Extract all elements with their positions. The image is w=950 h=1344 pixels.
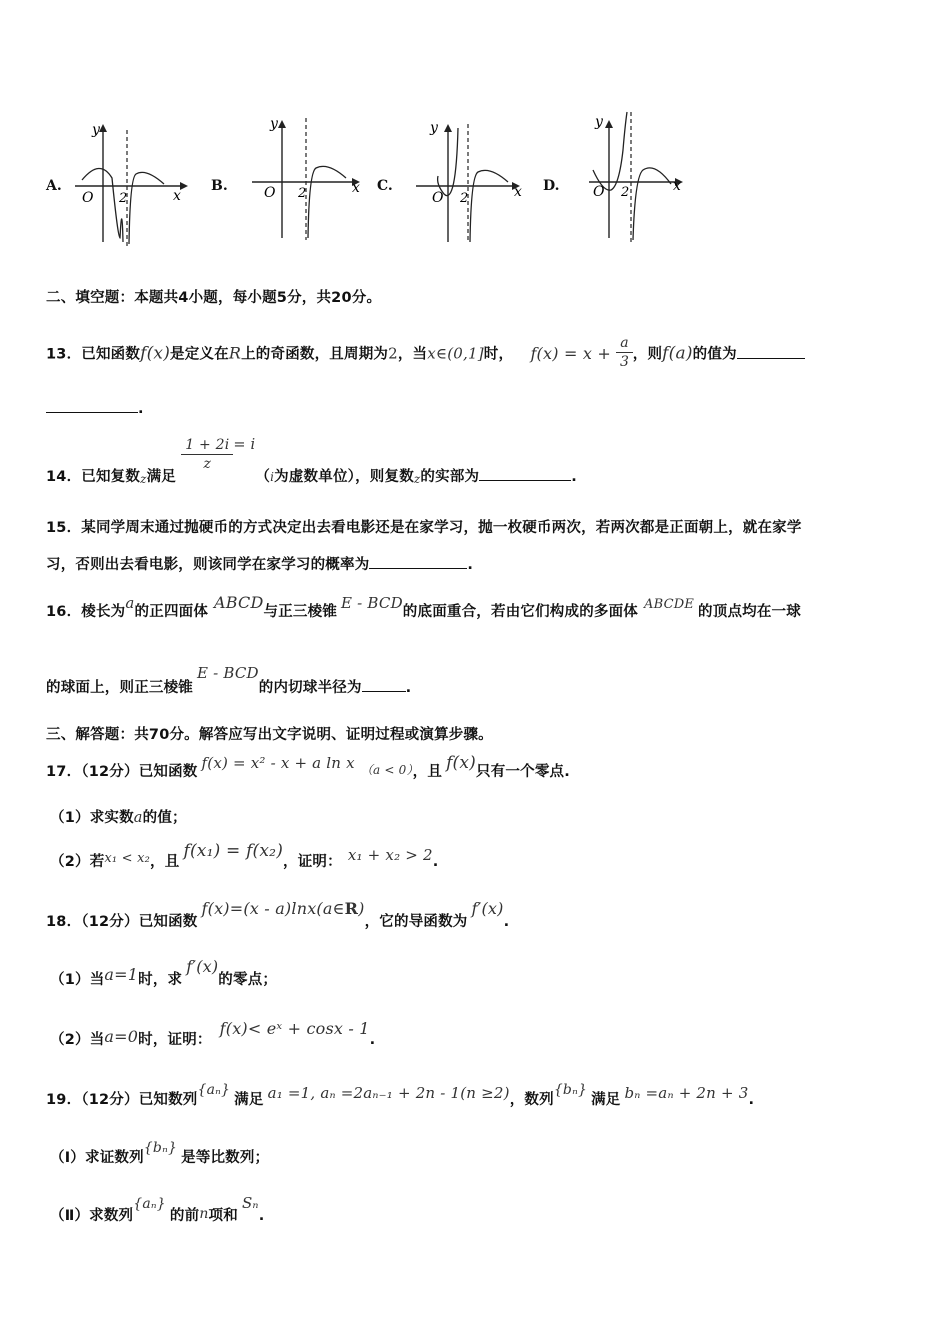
- q15-answer-blank[interactable]: [369, 554, 467, 569]
- q13-continuation: [46, 398, 144, 417]
- q18-p2-ineq: f(x)< eˣ + cosx - 1: [219, 1019, 370, 1038]
- q18-number: 18．（12分）已知函数: [46, 914, 198, 930]
- q15-end: .: [467, 557, 474, 573]
- q19-t2: ，数列: [509, 1092, 554, 1108]
- q13-t5: ，则: [632, 346, 663, 363]
- q18-p1-deriv: f′(x): [186, 957, 219, 976]
- q16-t2: 与正三棱锥: [263, 604, 338, 620]
- option-a-label: A.: [46, 178, 62, 194]
- q18-p1: （1）当: [50, 972, 105, 988]
- option-a-y-label: y: [92, 122, 100, 138]
- option-d-y-label: y: [595, 114, 603, 130]
- q13-t2: 上的奇函数，且周期为: [241, 346, 389, 363]
- q16-abcde: ABCDE: [644, 597, 695, 612]
- question-14: [46, 430, 577, 486]
- option-d-origin: O: [593, 184, 605, 200]
- q16-a: a: [125, 594, 135, 612]
- q18-p1b: 时，求: [138, 972, 183, 988]
- q18-part-2: [50, 1018, 376, 1048]
- q19-p2: （Ⅱ）求数列: [50, 1208, 134, 1224]
- q17-p1b: 的值；: [142, 810, 187, 826]
- q16-line2b: 的内切球半径为: [258, 680, 362, 696]
- option-c-label: C.: [377, 178, 393, 194]
- section-3-heading: 三、解答题：共70分。解答应写出文字说明、证明过程或演算步骤。: [46, 727, 493, 743]
- q19-p1b: 是等比数列；: [181, 1150, 270, 1166]
- q13-t6: 的值为: [692, 346, 737, 363]
- option-c-tick: 2: [460, 191, 469, 206]
- q13-fraction: [616, 334, 633, 371]
- q16-ebcd-2: E - BCD: [197, 664, 259, 682]
- q19-bdef: bₙ =aₙ + 2n + 3: [624, 1084, 749, 1102]
- q18-p2-cond: a=0: [104, 1027, 139, 1046]
- q19-p2b: 的前: [169, 1208, 200, 1224]
- q19-bn: {bₙ}: [553, 1082, 588, 1098]
- q16-answer-blank[interactable]: [362, 677, 406, 692]
- q15-line-1: 15．某同学周末通过抛硬币的方式决定出去看电影还是在家学习，抛一枚硬币两次，若两次都是正面朝上，就在家学: [46, 520, 802, 536]
- question-19: [46, 1078, 755, 1108]
- q16-t4: 的顶点均在一球: [698, 604, 801, 620]
- q18-part-1: [50, 956, 278, 988]
- q19-end: .: [748, 1092, 755, 1108]
- q17-part-1: [50, 806, 187, 827]
- option-b-y-label: y: [270, 116, 278, 132]
- graph-a: [70, 118, 195, 248]
- q16-number: 16．棱长为: [46, 604, 126, 620]
- q17-p2c: ，证明：: [283, 854, 342, 870]
- q14-z: z: [140, 471, 147, 486]
- q17-p2-proof: x₁ + x₂ > 2: [347, 846, 433, 864]
- q13-number: 13．已知函数: [46, 346, 141, 363]
- q13-frac-den: 3: [619, 354, 630, 370]
- q13-t3: ，当: [397, 346, 428, 363]
- q17-formula: f(x) = x² - x + a ln x: [201, 754, 355, 772]
- q17-p2-eq: f(x₁) = f(x₂): [183, 841, 284, 861]
- q18-formula: f(x)=(x - a)lnx(a∈: [201, 899, 345, 918]
- q13-t1: 是定义在: [170, 346, 229, 363]
- q19-p2-an: {aₙ}: [133, 1196, 166, 1212]
- graph-c: [412, 116, 527, 246]
- q13-formula-lhs: f(x) = x +: [530, 343, 611, 363]
- option-c-origin: O: [432, 190, 444, 206]
- q18-p1c: 的零点；: [218, 972, 278, 988]
- q19-an: {aₙ}: [197, 1082, 231, 1098]
- q18-p2-end: .: [369, 1032, 376, 1048]
- q14-number: 14．已知复数: [46, 468, 141, 485]
- option-b-origin: O: [264, 185, 276, 201]
- section-2-heading: 二、填空题：本题共4小题，每小题5分，共20分。: [46, 290, 382, 306]
- q17-p1: （1）求实数: [50, 810, 134, 826]
- q15-line-2-text: 习，否则出去看电影，则该同学在家学习的概率为: [46, 557, 370, 573]
- question-17: [46, 752, 570, 780]
- q14-t4: 的实部为: [420, 468, 480, 485]
- option-d-x-label: x: [673, 178, 681, 194]
- option-b-label: B.: [211, 178, 228, 194]
- q14-z-2: z: [413, 471, 421, 486]
- q16-ebcd: E - BCD: [341, 594, 403, 612]
- option-b-tick: 2: [298, 186, 307, 201]
- q18-deriv: f′(x): [471, 899, 504, 918]
- q17-p2-end: .: [432, 854, 439, 870]
- q16-line-2: [46, 662, 412, 696]
- q13-t4: 时，: [483, 346, 514, 363]
- q14-fraction: [181, 436, 233, 473]
- q19-part-2: [50, 1192, 265, 1224]
- q15-line-2: [46, 553, 473, 574]
- option-c-y-label: y: [430, 120, 438, 136]
- q13-answer-blank[interactable]: [737, 344, 805, 359]
- option-b-x-label: x: [352, 180, 360, 196]
- q14-t3: 为虚数单位），则复数: [274, 468, 414, 485]
- q19-t3: 满足: [591, 1092, 621, 1108]
- q16-t3: 的底面重合，若由它们构成的多面体: [402, 604, 638, 620]
- q18-p2: （2）当: [50, 1032, 105, 1048]
- option-c-x-label: x: [514, 184, 522, 200]
- question-18: [46, 898, 510, 930]
- q13-period: 2: [388, 344, 398, 363]
- q13-end: .: [138, 401, 144, 417]
- q19-p1: （Ⅰ）求证数列: [50, 1150, 144, 1166]
- q16-line2a: 的球面上，则正三棱锥: [46, 680, 193, 696]
- q19-sn: Sₙ: [241, 1194, 259, 1212]
- q19-recurrence: a₁ =1, aₙ =2aₙ₋₁ + 2n - 1(n ≥2): [267, 1084, 510, 1102]
- q17-t2: 只有一个零点.: [476, 764, 570, 780]
- q13-interval: x∈(0,1]: [427, 344, 484, 363]
- q14-answer-blank[interactable]: [479, 466, 571, 481]
- q17-p2: （2）若: [50, 854, 105, 870]
- q19-p2-end: .: [258, 1208, 265, 1224]
- q14-eq: = i: [233, 436, 256, 453]
- q19-n: n: [199, 1206, 209, 1222]
- option-a-tick: 2: [119, 191, 128, 206]
- q19-p1-bn: {bₙ}: [143, 1140, 178, 1156]
- graph-d: [583, 106, 693, 246]
- question-13: [46, 336, 805, 373]
- q17-condition: （a < 0）: [360, 763, 413, 777]
- q13-frac-num: a: [616, 334, 633, 353]
- q18-p1-cond: a=1: [104, 965, 139, 984]
- q16-end: .: [405, 680, 412, 696]
- option-a-x-label: x: [173, 188, 181, 204]
- q13-fx: f(x): [140, 343, 171, 364]
- graph-b: [248, 112, 368, 242]
- q18-end: .: [503, 914, 510, 930]
- q19-number: 19．（12分）已知数列: [46, 1092, 198, 1108]
- q17-number: 17．（12分）已知函数: [46, 764, 198, 780]
- q17-p1-a: a: [133, 810, 143, 826]
- q19-p2c: 项和: [208, 1208, 238, 1224]
- q16-t1: 的正四面体: [134, 604, 209, 620]
- q18-close: ): [358, 899, 365, 918]
- q13-answer-blank-2[interactable]: [46, 398, 138, 413]
- q17-p2-cond: x₁ < x₂: [104, 851, 151, 866]
- q16-abcd: ABCD: [214, 593, 264, 612]
- q14-frac-num: 1 + 2i: [181, 436, 233, 455]
- q18-R: R: [344, 899, 359, 918]
- q13-R: R: [228, 343, 242, 363]
- q19-t1: 满足: [234, 1092, 264, 1108]
- q14-end: .: [571, 468, 577, 485]
- option-a-origin: O: [82, 190, 94, 206]
- question-16: [46, 592, 801, 620]
- q17-p2b: ，且: [150, 854, 180, 870]
- q14-i: i: [270, 469, 275, 484]
- q14-t1: 满足: [146, 468, 177, 485]
- q17-fx: f(x): [446, 753, 477, 773]
- option-d-label: D.: [543, 178, 560, 194]
- q14-t2: （: [255, 468, 271, 485]
- q13-fa: f(a): [662, 343, 693, 364]
- q17-part-2: [50, 840, 439, 870]
- q17-t1: ，且: [412, 764, 443, 780]
- q18-t1: ，它的导函数为: [364, 914, 468, 930]
- q19-part-1: [50, 1136, 270, 1166]
- q14-frac-den: z: [203, 456, 212, 472]
- q18-p2b: 时，证明：: [138, 1032, 212, 1048]
- option-d-tick: 2: [621, 185, 630, 200]
